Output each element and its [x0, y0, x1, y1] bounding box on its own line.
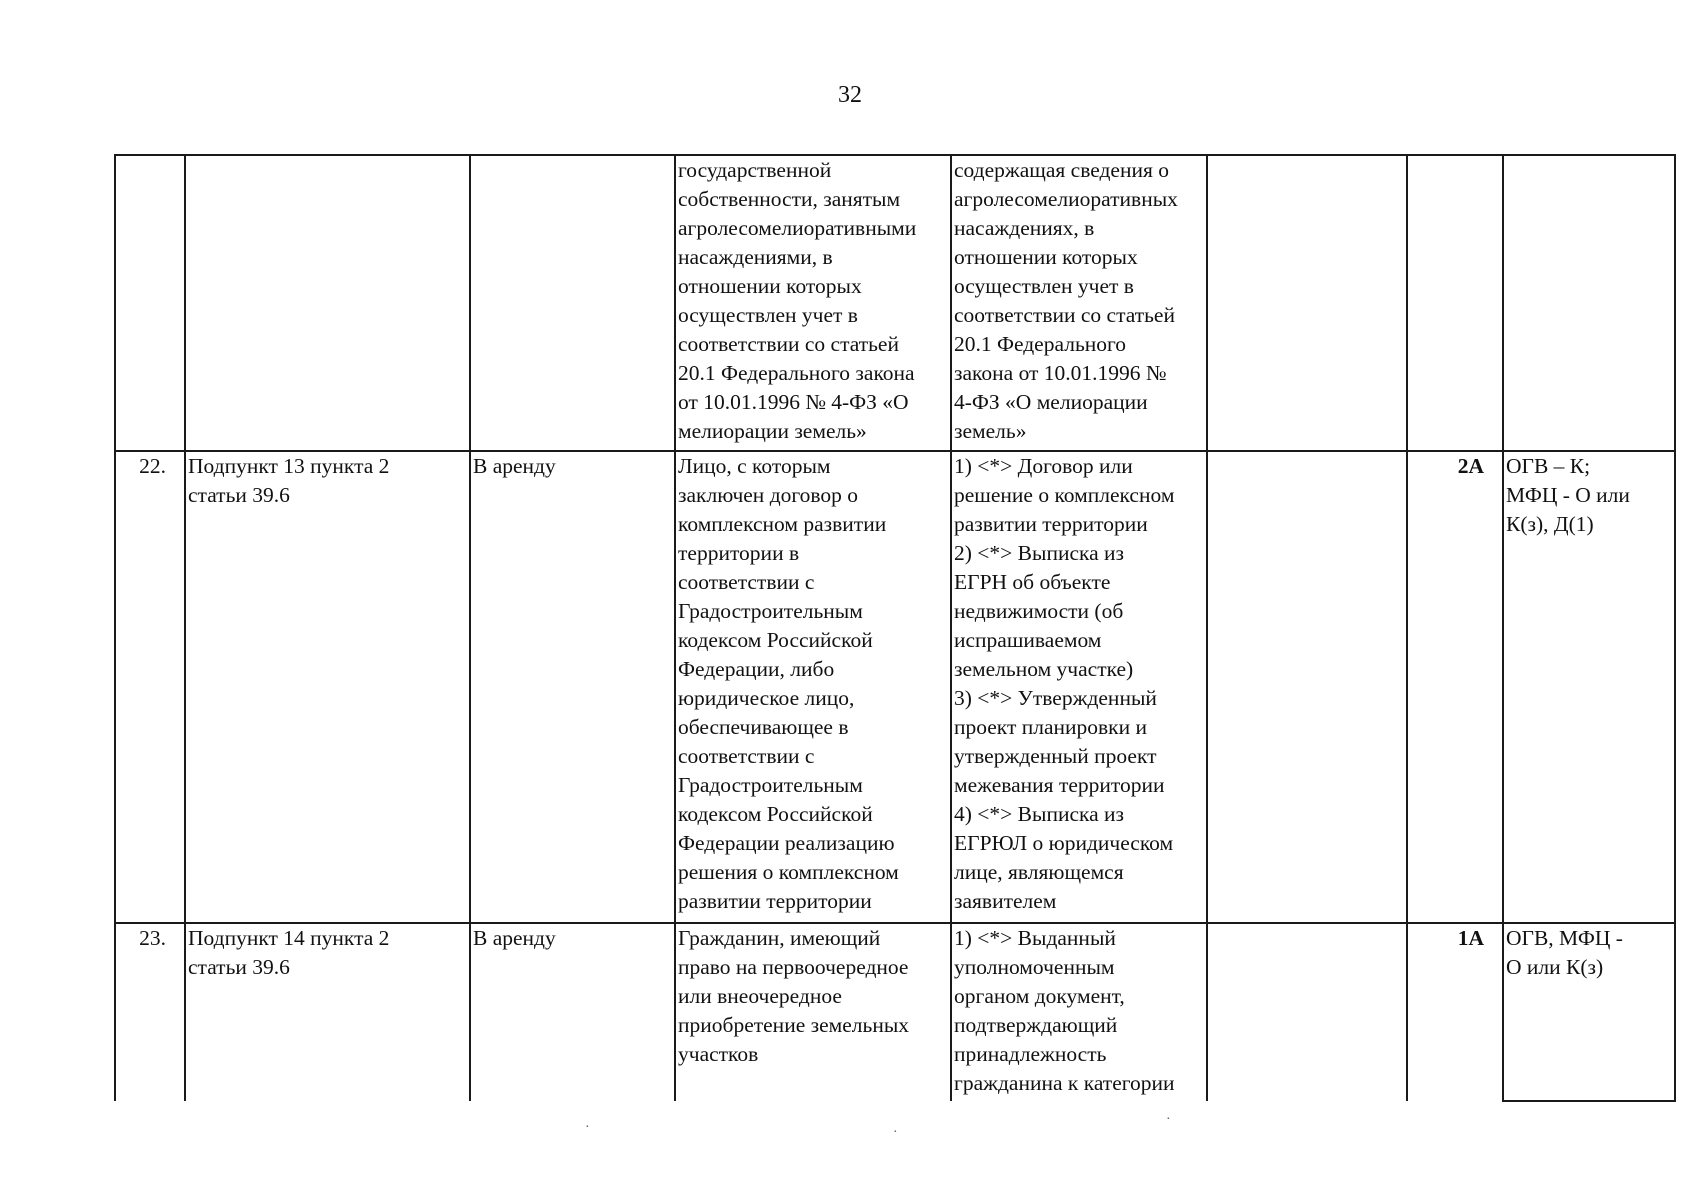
cell-text-line: развитии территории	[954, 512, 1148, 536]
table-row	[115, 923, 1675, 1101]
cell-text-line: кодексом Российской	[678, 628, 873, 652]
cell-text-line: 20.1 Федерального закона	[678, 361, 915, 385]
grant-form-cell: В аренду	[470, 451, 675, 923]
cell-text-line: Лицо, с которым	[678, 454, 831, 478]
extra-cell	[1207, 155, 1407, 451]
cell-text-line: агролесомелиоративными	[678, 216, 917, 240]
cell-text-line: агролесомелиоративных	[954, 187, 1178, 211]
cell-text-line: утвержденный проект	[954, 744, 1157, 768]
cell-text-line: Градостроительным	[678, 599, 863, 623]
cell-text-line: МФЦ - О или	[1506, 483, 1630, 507]
scan-speck: ·	[1166, 1112, 1171, 1127]
cell-text-line: участков	[678, 1042, 759, 1066]
cell-text-line: подтверждающий	[954, 1013, 1118, 1037]
row-number	[115, 155, 185, 451]
cell-text-line: закона от 10.01.1996 №	[954, 361, 1167, 385]
cell-text-line: Градостроительным	[678, 773, 863, 797]
documents-cell	[951, 155, 1207, 451]
land-plot-documents-table	[114, 154, 1676, 1102]
cell-text-line: органом документ,	[954, 984, 1125, 1008]
cell-text-line: 2) <*> Выписка из	[954, 541, 1125, 565]
cell-text-line: 1) <*> Выданный	[954, 926, 1116, 950]
cell-text-line: от 10.01.1996 № 4-ФЗ «О	[678, 390, 909, 414]
cell-text-line: соответствии со статьей	[678, 332, 899, 356]
row-number: 22.	[115, 451, 185, 923]
cell-text-line: проект планировки и	[954, 715, 1148, 739]
cell-text-line: заключен договор о	[678, 483, 859, 507]
documents-cell	[951, 923, 1207, 1101]
cell-text-line: ОГВ – К;	[1506, 454, 1591, 478]
cell-text-line: решение о комплексном	[954, 483, 1175, 507]
cell-text-line: статьи 39.6	[188, 483, 290, 507]
cell-text-line: соответствии с	[678, 744, 815, 768]
page-number: 32	[838, 82, 862, 108]
cell-text-line: принадлежность	[954, 1042, 1107, 1066]
cell-text-line: статьи 39.6	[188, 955, 290, 979]
cell-text-line: гражданина к категории	[954, 1071, 1175, 1095]
cell-text-line: территории в	[678, 541, 800, 565]
cell-text-line: 1) <*> Договор или	[954, 454, 1133, 478]
cell-text-line: юридическое лицо,	[678, 686, 855, 710]
cell-text-line: решения о комплексном	[678, 860, 899, 884]
extra-cell	[1207, 451, 1407, 923]
cell-text-line: Федерации, либо	[678, 657, 835, 681]
grant-form-cell	[470, 155, 675, 451]
cell-text-line: осуществлен учет в	[954, 274, 1134, 298]
legal-basis-cell	[185, 923, 470, 1101]
cell-text-line: испрашиваемом	[954, 628, 1102, 652]
cell-text-line: земельном участке)	[954, 657, 1134, 681]
cell-text-line: соответствии с	[678, 570, 815, 594]
submission-method-cell	[1503, 923, 1675, 1101]
cell-text-line: мелиорации земель»	[678, 419, 867, 443]
cell-text-line: право на первоочередное	[678, 955, 909, 979]
cell-text-line: Гражданин, имеющий	[678, 926, 881, 950]
cell-text-line: недвижимости (об	[954, 599, 1124, 623]
cell-text-line: собственности, занятым	[678, 187, 901, 211]
cell-text-line: лице, являющемся	[954, 860, 1124, 884]
code-cell	[1407, 155, 1503, 451]
cell-text-line: насаждениями, в	[678, 245, 833, 269]
cell-text-line: государственной	[678, 158, 832, 182]
cell-text-line: Федерации реализацию	[678, 831, 895, 855]
code-cell: 1А	[1407, 923, 1503, 1101]
cell-text-line: или внеочередное	[678, 984, 842, 1008]
cell-text-line: земель»	[954, 419, 1027, 443]
cell-text-line: заявителем	[954, 889, 1057, 913]
cell-text-line: ОГВ, МФЦ -	[1506, 926, 1623, 950]
row-number: 23.	[115, 923, 185, 1101]
cell-text-line: ЕГРЮЛ о юридическом	[954, 831, 1174, 855]
code-cell: 2А	[1407, 451, 1503, 923]
cell-text-line: 4-ФЗ «О мелиорации	[954, 390, 1148, 414]
applicant-cell	[675, 451, 951, 923]
submission-method-cell	[1503, 155, 1675, 451]
cell-text-line: 20.1 Федерального	[954, 332, 1127, 356]
applicant-cell	[675, 923, 951, 1101]
cell-text-line: ЕГРН об объекте	[954, 570, 1111, 594]
document-table-frame	[114, 154, 1676, 1102]
documents-cell	[951, 451, 1207, 923]
cell-text-line: комплексном развитии	[678, 512, 887, 536]
table-row	[115, 451, 1675, 923]
cell-text-line: Подпункт 14 пункта 2	[188, 926, 390, 950]
cell-text-line: отношении которых	[954, 245, 1138, 269]
applicant-cell	[675, 155, 951, 451]
cell-text-line: О или К(з)	[1506, 955, 1604, 979]
cell-text-line: 4) <*> Выписка из	[954, 802, 1125, 826]
cell-text-line: содержащая сведения о	[954, 158, 1169, 182]
cell-text-line: насаждениях, в	[954, 216, 1095, 240]
scan-speck: ·	[893, 1125, 898, 1140]
cell-text-line: обеспечивающее в	[678, 715, 849, 739]
cell-text-line: кодексом Российской	[678, 802, 873, 826]
scan-speck: ·	[585, 1120, 590, 1135]
legal-basis-cell	[185, 155, 470, 451]
cell-text-line: осуществлен учет в	[678, 303, 858, 327]
cell-text-line: межевания территории	[954, 773, 1165, 797]
extra-cell	[1207, 923, 1407, 1101]
cell-text-line: отношении которых	[678, 274, 862, 298]
cell-text-line: Подпункт 13 пункта 2	[188, 454, 390, 478]
cell-text-line: соответствии со статьей	[954, 303, 1175, 327]
cell-text-line: приобретение земельных	[678, 1013, 910, 1037]
cell-text-line: уполномоченным	[954, 955, 1115, 979]
submission-method-cell	[1503, 451, 1675, 923]
cell-text-line: развитии территории	[678, 889, 872, 913]
legal-basis-cell	[185, 451, 470, 923]
cell-text-line: К(з), Д(1)	[1506, 512, 1594, 536]
cell-text-line: 3) <*> Утвержденный	[954, 686, 1157, 710]
table-row	[115, 155, 1675, 451]
grant-form-cell: В аренду	[470, 923, 675, 1101]
